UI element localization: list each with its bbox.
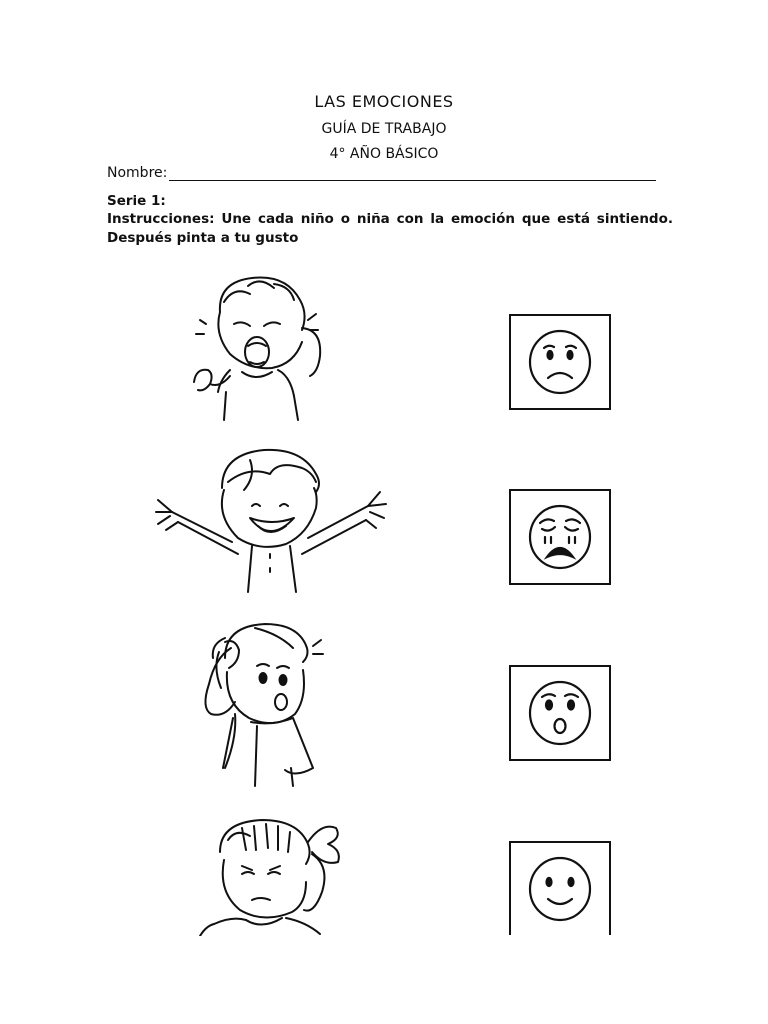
crying-face-icon [527, 503, 593, 571]
name-label: Nombre: [107, 165, 168, 181]
subtitle-grade: 4° AÑO BÁSICO [329, 146, 439, 162]
worried-girl-illustration[interactable] [196, 814, 350, 936]
subtitle-guide: GUÍA DE TRABAJO [321, 121, 447, 137]
crying-child-illustration[interactable] [190, 272, 340, 424]
happy-face-icon [527, 855, 593, 923]
name-blank-line[interactable] [169, 164, 656, 181]
surprised-face-icon [527, 679, 593, 747]
series-label: Serie 1: [107, 193, 166, 209]
instructions-text: Instrucciones: Une cada niño o niña con la emoción que está sintiendo. Después pinta a tu gusto [107, 211, 673, 246]
face-box-2[interactable] [509, 489, 611, 585]
happy-child-arms-open-illustration[interactable] [152, 442, 392, 597]
face-box-4[interactable] [509, 841, 611, 935]
page-title: LAS EMOCIONES [314, 92, 454, 111]
name-field[interactable] [107, 164, 656, 181]
sad-face-icon [527, 328, 593, 396]
surprised-child-illustration[interactable] [195, 618, 325, 790]
face-box-3[interactable] [509, 665, 611, 761]
face-box-1[interactable] [509, 314, 611, 410]
